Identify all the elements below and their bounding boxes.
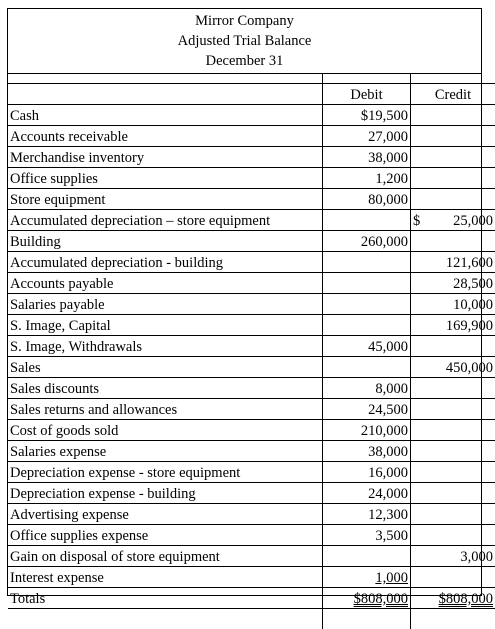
account-name: Depreciation expense - store equipment [8, 462, 323, 483]
blank-row [8, 609, 495, 629]
credit-amount [411, 336, 495, 357]
debit-amount: 80,000 [323, 189, 411, 210]
credit-amount: 450,000 [411, 357, 495, 378]
debit-amount: 38,000 [323, 147, 411, 168]
debit-amount [323, 294, 411, 315]
credit-amount [411, 210, 495, 231]
table-row [8, 441, 495, 462]
account-name: Gain on disposal of store equipment [8, 546, 323, 567]
credit-amount [411, 525, 495, 546]
table-row [8, 378, 495, 399]
account-name: Sales [8, 357, 323, 378]
debit-amount: 27,000 [323, 126, 411, 147]
credit-total [411, 588, 495, 609]
credit-amount [411, 399, 495, 420]
credit-amount [411, 168, 495, 189]
company-name: Mirror Company [8, 11, 481, 31]
credit-amount [411, 483, 495, 504]
account-name: Merchandise inventory [8, 147, 323, 168]
debit-amount: 38,000 [323, 441, 411, 462]
debit-amount: 16,000 [323, 462, 411, 483]
account-name: Salaries expense [8, 441, 323, 462]
trial-balance-table [8, 74, 495, 629]
account-name: Interest expense [8, 567, 323, 588]
table-row [8, 168, 495, 189]
trial-balance-sheet [7, 8, 482, 596]
credit-amount: 121,600 [411, 252, 495, 273]
currency-symbol: $ [413, 212, 420, 230]
debit-total [323, 588, 411, 609]
debit-amount [323, 210, 411, 231]
credit-amount [411, 420, 495, 441]
table-row [8, 504, 495, 525]
account-name: Cash [8, 105, 323, 126]
account-name: Cost of goods sold [8, 420, 323, 441]
account-name: Accounts payable [8, 273, 323, 294]
debit-amount [323, 315, 411, 336]
account-name: Store equipment [8, 189, 323, 210]
table-row [8, 546, 495, 567]
table-row [8, 420, 495, 441]
account-name: Depreciation expense - building [8, 483, 323, 504]
table-row [8, 357, 495, 378]
debit-amount [323, 567, 411, 588]
account-name: Accumulated depreciation – store equipment [8, 210, 323, 231]
spacer-row [8, 74, 495, 84]
table-row [8, 273, 495, 294]
credit-total-value: $808,000 [439, 591, 493, 607]
credit-amount [411, 147, 495, 168]
account-name: S. Image, Capital [8, 315, 323, 336]
credit-value: 25,000 [453, 212, 493, 230]
table-row [8, 126, 495, 147]
credit-amount [411, 231, 495, 252]
credit-amount [411, 126, 495, 147]
debit-amount: 24,500 [323, 399, 411, 420]
table-row [8, 210, 495, 231]
debit-amount [323, 357, 411, 378]
account-name: Accumulated depreciation - building [8, 252, 323, 273]
debit-amount: 8,000 [323, 378, 411, 399]
debit-amount: $19,500 [323, 105, 411, 126]
table-row [8, 525, 495, 546]
account-name: Accounts receivable [8, 126, 323, 147]
credit-amount [411, 462, 495, 483]
account-name: Advertising expense [8, 504, 323, 525]
credit-amount [411, 567, 495, 588]
debit-amount: 24,000 [323, 483, 411, 504]
table-row [8, 462, 495, 483]
table-row [8, 189, 495, 210]
report-date: December 31 [8, 51, 481, 71]
account-name: Office supplies expense [8, 525, 323, 546]
debit-amount: 45,000 [323, 336, 411, 357]
table-row [8, 399, 495, 420]
account-name: Office supplies [8, 168, 323, 189]
totals-row [8, 588, 495, 609]
totals-label: Totals [8, 588, 323, 609]
debit-amount: 12,300 [323, 504, 411, 525]
report-title: Adjusted Trial Balance [8, 31, 481, 51]
column-header-row [8, 84, 495, 105]
account-name: S. Image, Withdrawals [8, 336, 323, 357]
debit-value: 1,000 [375, 570, 408, 586]
debit-total-value: $808,000 [354, 591, 408, 607]
debit-column-header: Debit [323, 84, 411, 105]
credit-amount [411, 378, 495, 399]
credit-amount [411, 504, 495, 525]
debit-amount [323, 252, 411, 273]
table-row [8, 105, 495, 126]
credit-amount [411, 189, 495, 210]
debit-amount [323, 273, 411, 294]
debit-amount: 210,000 [323, 420, 411, 441]
account-name: Building [8, 231, 323, 252]
credit-amount: 10,000 [411, 294, 495, 315]
table-row [8, 147, 495, 168]
account-name: Sales returns and allowances [8, 399, 323, 420]
table-row [8, 294, 495, 315]
credit-amount: 169,900 [411, 315, 495, 336]
table-row [8, 231, 495, 252]
debit-amount: 3,500 [323, 525, 411, 546]
table-row [8, 336, 495, 357]
debit-amount: 1,200 [323, 168, 411, 189]
credit-amount: 28,500 [411, 273, 495, 294]
credit-column-header: Credit [411, 84, 495, 105]
table-row [8, 483, 495, 504]
account-name: Salaries payable [8, 294, 323, 315]
debit-amount [323, 546, 411, 567]
credit-amount: 3,000 [411, 546, 495, 567]
table-row [8, 252, 495, 273]
credit-amount [411, 441, 495, 462]
debit-amount: 260,000 [323, 231, 411, 252]
credit-amount [411, 105, 495, 126]
table-row [8, 567, 495, 588]
table-row [8, 315, 495, 336]
account-name: Sales discounts [8, 378, 323, 399]
report-header [8, 9, 481, 74]
